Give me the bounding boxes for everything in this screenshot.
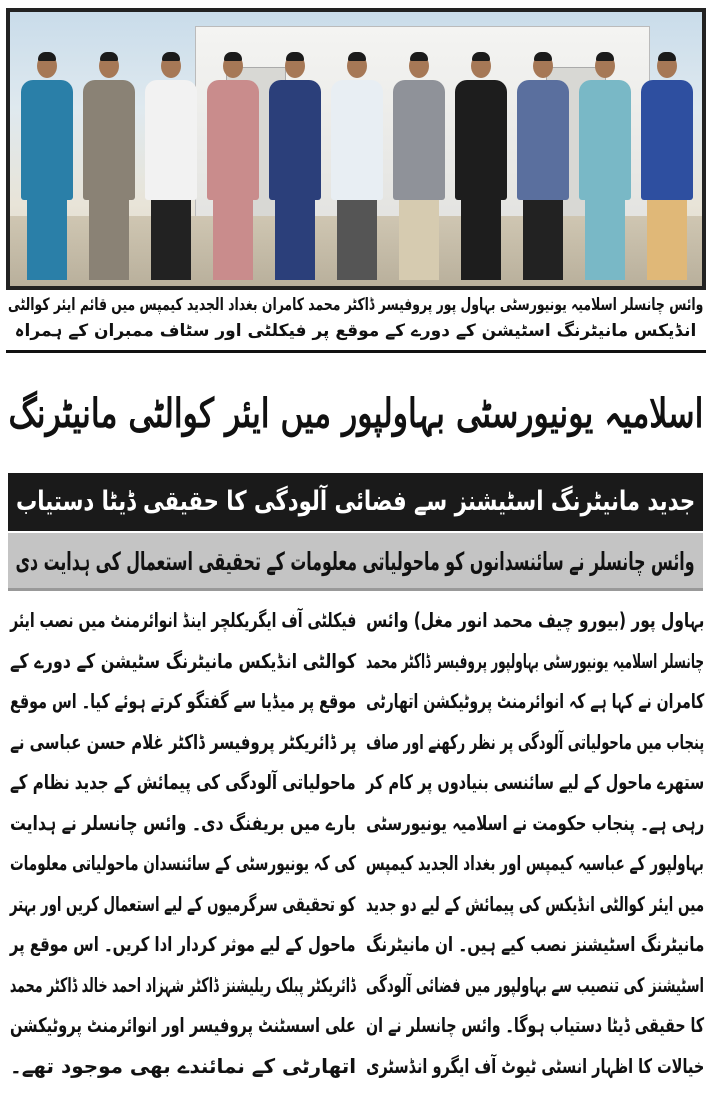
article-line-text: کی کہ یونیورسٹی کے سائنسدان ماحولیاتی معلومات xyxy=(9,851,356,875)
article-line xyxy=(10,803,356,844)
article-line xyxy=(10,843,356,884)
article-line xyxy=(10,1005,356,1046)
article-line-text: چانسلر اسلامیہ یونیورسٹی بہاولپور پروفیسر ڈاکٹر محمد xyxy=(365,648,704,673)
article-line xyxy=(366,641,704,682)
article-line-text: میں ایئر کوالٹی انڈیکس کی پیمائش کے لیے دو جدید xyxy=(365,891,704,916)
article-line xyxy=(366,924,704,965)
caption-line-text: انڈیکس مانیٹرنگ اسٹیشن کے دورے کے موقع پر فیکلٹی اور سٹاف ممبران کے ہمراہ xyxy=(14,321,697,341)
article-line xyxy=(10,762,356,803)
caption-line-2 xyxy=(8,318,703,344)
article-line-text: بہاولپور کے عباسیہ کیمپس اور بغداد الجدید کیمپس xyxy=(366,851,704,875)
person xyxy=(328,54,386,280)
person xyxy=(514,54,572,280)
article-line xyxy=(366,803,704,844)
article-line-text: خیالات کا اظہار انسٹی ٹیوٹ آف ایگرو انڈسٹری xyxy=(365,1053,704,1078)
article-line xyxy=(366,600,704,641)
person xyxy=(266,54,324,280)
article-line-text: ماحولیاتی آلودگی کی پیمائش کے جدید نظام کے xyxy=(10,770,356,794)
article-line-text: بارے میں بریفنگ دی۔ وائس چانسلر نے ہدایت xyxy=(10,810,356,835)
article-line-text: موقع پر میڈیا سے گفتگو کرتے ہوئے کیا۔ اس موقع xyxy=(9,689,356,713)
article-line-text: ستھرے ماحول کے لیے سائنسی بنیادوں پر کام کر xyxy=(365,770,704,794)
subheadline-gray xyxy=(8,533,703,591)
article-line-text: مانیٹرنگ اسٹیشنز نصب کیے ہیں۔ ان مانیٹرنگ xyxy=(365,932,704,956)
article-line-text: رہی ہے۔ پنجاب حکومت نے اسلامیہ یونیورسٹی xyxy=(365,810,704,835)
article-line xyxy=(10,965,356,1006)
article-line-text: ماحول کے لیے موثر کردار ادا کریں۔ اس موقع پر xyxy=(10,932,356,956)
person xyxy=(576,54,634,280)
article-line xyxy=(10,641,356,682)
article-line-text: بہاول پور (بیورو چیف محمد انور مغل) وائس xyxy=(365,608,704,632)
headline xyxy=(8,364,703,464)
article-line xyxy=(10,924,356,965)
subheadline-black-text: جدید مانیٹرنگ اسٹیشنز سے فضائی آلودگی کا حقیقی ڈیٹا دستیاب xyxy=(15,486,695,517)
article-line xyxy=(10,600,356,641)
article-column-left xyxy=(10,600,356,1086)
article-line-text: اسٹیشنز کی تنصیب سے بہاولپور میں فضائی آلودگی xyxy=(365,972,704,997)
article-line xyxy=(366,762,704,803)
subheadline-gray-text: وائس چانسلر نے سائنسدانوں کو ماحولیاتی معلومات کے تحقیقی استعمال کی ہدایت دی xyxy=(15,547,695,576)
subheadline-black xyxy=(8,473,703,531)
article-line xyxy=(366,884,704,925)
news-photo-group-at-monitoring-station xyxy=(6,8,706,290)
article-line xyxy=(366,965,704,1006)
article-line-text: کامران نے کہا ہے کہ انوائرمنٹ پروٹیکشن اتھارٹی xyxy=(365,689,704,713)
person xyxy=(142,54,200,280)
article-line-text: اتھارٹی کے نمائندے بھی موجود تھے۔ xyxy=(9,1053,356,1078)
headline-text: اسلامیہ یونیورسٹی بہاولپور میں ایئر کوالٹی مانیٹرنگ xyxy=(8,390,703,437)
article-line xyxy=(10,681,356,722)
article-line xyxy=(366,843,704,884)
article-line-text: فیکلٹی آف ایگریکلچر اینڈ انوائرمنٹ میں نصب ایئر xyxy=(9,608,356,632)
article-line xyxy=(10,1046,356,1087)
person xyxy=(390,54,448,280)
person xyxy=(18,54,76,280)
divider xyxy=(6,350,706,353)
article-line-text: کوالٹی انڈیکس مانیٹرنگ سٹیشن کے دورے کے xyxy=(9,648,356,673)
person xyxy=(80,54,138,280)
person xyxy=(452,54,510,280)
article-line xyxy=(366,1046,704,1087)
article-line-text: ڈائریکٹر پبلک ریلیشنز ڈاکٹر شہزاد احمد خالد ڈاکٹر محمد xyxy=(10,972,356,997)
article-line xyxy=(366,681,704,722)
article-line xyxy=(366,722,704,763)
caption-line-1 xyxy=(8,292,703,318)
article-column-right xyxy=(366,600,704,1086)
article-line xyxy=(366,1005,704,1046)
article-line xyxy=(10,722,356,763)
article-line-text: پر ڈائریکٹر پروفیسر ڈاکٹر غلام حسن عباسی نے xyxy=(9,729,356,754)
photo-caption xyxy=(8,292,703,344)
article-line xyxy=(10,884,356,925)
person xyxy=(638,54,696,280)
article-line-text: کا حقیقی ڈیٹا دستیاب ہوگا۔ وائس چانسلر نے ان xyxy=(365,1013,704,1037)
article-line-text: پنجاب میں ماحولیاتی آلودگی پر نظر رکھنے اور صاف xyxy=(365,729,704,754)
article-line-text: علی اسسٹنٹ پروفیسر اور انوائرمنٹ پروٹیکشن xyxy=(10,1013,356,1037)
person xyxy=(204,54,262,280)
article-line-text: کو تحقیقی سرگرمیوں کے لیے استعمال کریں اور بہتر xyxy=(10,891,356,916)
caption-line-text: وائس چانسلر اسلامیہ یونیورسٹی بہاول پور پروفیسر ڈاکٹر محمد کامران بغداد الجدید کیمپس میں قائم ایئر کوالٹی xyxy=(7,295,703,315)
